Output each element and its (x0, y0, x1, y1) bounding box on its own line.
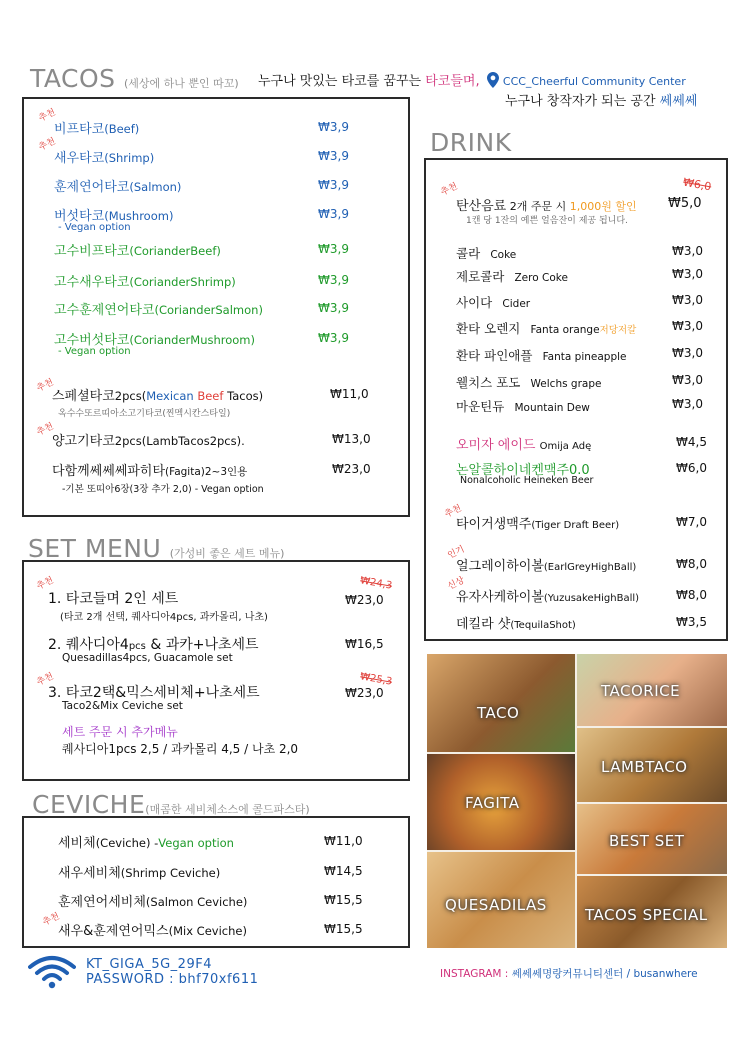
taco-item-price: ₩3,9 (318, 120, 349, 134)
ceviche-item (58, 920, 247, 939)
rec-badge: 추천 (35, 421, 56, 439)
photo-quesadilas-label: QUESADILAS (445, 896, 547, 914)
drink-title: DRINK (430, 128, 512, 157)
set-menu-subtitle: (가성비 좋은 세트 메뉴) (169, 547, 285, 560)
ceviche-item-en: (Shrimp Ceviche) (120, 866, 221, 880)
set2-sub: Quesadillas4pcs, Guacamole set (62, 652, 233, 664)
ceviche-vegan-option: Vegan option (158, 836, 234, 850)
soda-price: ₩5,0 (668, 196, 702, 211)
photo-special-label: TACOS SPECIAL (585, 906, 708, 924)
photo-tacorice (577, 654, 727, 726)
photo-bestset-label: BEST SET (609, 832, 685, 850)
popular-badge: 인기 (446, 544, 467, 562)
tacos-subtitle: (세상에 하나 뿐인 따꼬) (123, 77, 239, 90)
wifi-ssid: KT_GIGA_5G_29F4 (86, 957, 212, 972)
slogan-brand: 타코들며, (425, 74, 480, 89)
taco-item-price: ₩3,9 (318, 207, 349, 221)
ceviche-item-price: ₩11,0 (324, 834, 363, 848)
yuzu-row (456, 586, 639, 605)
tequila-price: ₩3,5 (676, 615, 707, 629)
drink-item-price: ₩3,0 (672, 267, 703, 281)
drink-item (456, 292, 530, 311)
taco-item-name: 버섯타코 (54, 209, 105, 224)
slogan-brand2: 쎄쎄쎄 (659, 94, 698, 109)
taco-item-en: (Shrimp) (104, 151, 155, 165)
heineken-name: 논알콜하이네켄맥주0.0 (456, 463, 590, 478)
drink-item-price: ₩3,0 (672, 346, 703, 360)
wifi-password: PASSWORD : bhf70xf611 (86, 972, 259, 987)
rec-badge: 추천 (35, 575, 56, 593)
ceviche-item-en: (Mix Ceviche) (168, 924, 247, 938)
soda-note: 1캔 당 1잔의 예쁜 얼음잔이 제공 됩니다. (466, 216, 628, 226)
taco-item-name: 고수새우타코 (54, 275, 130, 290)
ceviche-item-name: 새우세비체 (58, 866, 121, 881)
ceviche-item-en: (Ceviche) - (95, 836, 159, 850)
set1-old-price: ₩24,3 (359, 575, 393, 592)
taco-item-en: (Salmon) (129, 180, 182, 194)
taco-item (54, 271, 236, 290)
lamb-taco-name: 양고기타코 (52, 434, 115, 449)
drink-item-price: ₩3,0 (672, 319, 703, 333)
special-taco-en-a: Mexican (146, 389, 198, 403)
ceviche-item-price: ₩14,5 (324, 864, 363, 878)
taco-item (54, 299, 263, 318)
drink-item-name: 마운틴듀 (456, 399, 505, 414)
set-menu-title (28, 534, 284, 563)
ceviche-subtitle: (매콤한 세비체소스에 콜드파스타) (145, 803, 310, 816)
rec-badge: 추천 (37, 136, 58, 154)
taco-item-name: 비프타코 (54, 122, 105, 137)
fagita-en: (Fagita)2~3인용 (165, 466, 248, 478)
photo-fagita-label: FAGITA (465, 794, 520, 812)
ceviche-item (58, 891, 247, 910)
photo-collage (427, 654, 727, 948)
set2-name-c: & 과카+나초세트 (145, 637, 259, 653)
omija-price: ₩4,5 (676, 435, 707, 449)
ceviche-item-name: 세비체 (58, 836, 96, 851)
earl-name: 얼그레이하이볼 (456, 559, 544, 574)
tiger-price: ₩7,0 (676, 515, 707, 529)
special-taco-row (52, 385, 263, 404)
lamb-taco-row (52, 430, 245, 449)
drink-item-en: Welchs grape (530, 378, 602, 390)
photo-quesadilas (427, 852, 575, 948)
tiger-en: (Tiger Draft Beer) (531, 520, 620, 531)
special-taco-sub: 옥수수또르띠아소고기타코(찐멕시칸스타일) (58, 409, 231, 419)
earl-en: (EarlGreyHighBall) (543, 562, 637, 573)
drink-item-extra: 저당저칼 (599, 325, 637, 336)
taco-item-en: (CorianderBeef) (129, 244, 221, 258)
taco-item-name: 고수버섯타코 (54, 333, 130, 348)
omija-name: 오미자 에이드 (456, 438, 536, 453)
ceviche-item-price: ₩15,5 (324, 922, 363, 936)
photo-bestset (577, 804, 727, 874)
tequila-name: 데킬라 샷 (456, 617, 511, 632)
taco-item-note: - Vegan option (58, 222, 131, 233)
photo-lambtaco (577, 728, 727, 802)
rec-badge: 추천 (35, 377, 56, 395)
taco-item (54, 118, 139, 137)
location-pin-icon (487, 72, 499, 88)
drink-item-price: ₩3,0 (672, 293, 703, 307)
spacer (480, 243, 490, 262)
taco-item (54, 240, 221, 259)
taco-item-price: ₩3,9 (318, 301, 349, 315)
rec-badge: 추천 (35, 671, 56, 689)
taco-item-name: 고수훈제연어타코 (54, 303, 155, 318)
taco-item-name: 훈제연어타코 (54, 180, 130, 195)
drink-item-en: Coke (490, 249, 517, 261)
lamb-taco-price: ₩13,0 (332, 432, 371, 446)
taco-item-price: ₩3,9 (318, 331, 349, 345)
tacos-title-text: TACOS (30, 64, 116, 93)
fagita-name: 다함께쎄쎄쎄파히타 (52, 464, 166, 479)
yuzu-price: ₩8,0 (676, 588, 707, 602)
soda-name: 탄산음료 (456, 199, 507, 214)
taco-item (54, 176, 181, 195)
rec-badge: 추천 (439, 181, 460, 199)
drink-item-price: ₩3,0 (672, 373, 703, 387)
tiger-name: 타이거생맥주 (456, 517, 532, 532)
taco-item-en: (CorianderMushroom) (129, 333, 256, 347)
omija-en: Omija Adę (539, 441, 592, 452)
ceviche-title-text: CEVICHE (32, 790, 146, 819)
slogan-b: 누구나 창작자가 되는 공간 (505, 94, 660, 109)
taco-item-en: (Mushroom) (104, 209, 174, 223)
drink-item-name: 환타 파인애플 (456, 348, 533, 363)
earl-price: ₩8,0 (676, 557, 707, 571)
heineken-price: ₩6,0 (676, 461, 707, 475)
tequila-row (456, 613, 576, 632)
ceviche-item-name: 훈제연어세비체 (58, 895, 146, 910)
drink-item-name: 사이다 (456, 295, 493, 310)
wifi-icon (28, 955, 76, 989)
ceviche-item-price: ₩15,5 (324, 893, 363, 907)
taco-item-name: 고수비프타코 (54, 244, 130, 259)
photo-lambtaco-label: LAMBTACO (601, 758, 688, 776)
taco-item-price: ₩3,9 (318, 242, 349, 256)
spacer (532, 345, 542, 364)
drink-item-en: Cider (502, 298, 531, 310)
photo-special (577, 876, 727, 948)
photo-taco-label: TACO (477, 704, 520, 722)
spacer (504, 396, 514, 415)
tequila-en: (TequilaShot) (510, 620, 576, 631)
drink-item-name: 제로콜라 (456, 269, 505, 284)
drink-item (456, 318, 636, 337)
drink-item-name: 웰치스 포도 (456, 375, 521, 390)
set3-name: 3. 타코2택&믹스세비체+나초세트 (48, 685, 260, 701)
taco-item (54, 147, 154, 166)
soda-deal-b: 1,000원 할인 (569, 200, 637, 213)
soda-deal-a: 2개 주문 시 (506, 200, 570, 213)
set2-name-a: 2. 퀘사디아4 (48, 637, 129, 653)
drink-item-en: Fanta orange (530, 324, 600, 336)
set-extra-title: 세트 주문 시 추가메뉴 (62, 725, 178, 739)
fagita-sub: -기본 또띠아6장(3장 추가 2,0) - Vegan option (62, 484, 264, 495)
set1-price: ₩23,0 (345, 593, 384, 607)
set2-name (48, 634, 259, 654)
lamb-taco-en: 2pcs(LambTacos2pcs). (114, 434, 245, 448)
yuzu-name: 유자사케하이볼 (456, 590, 544, 605)
special-taco-en-c: Tacos) (223, 389, 264, 403)
drink-item-price: ₩3,0 (672, 397, 703, 411)
drink-item-price: ₩3,0 (672, 244, 703, 258)
drink-item-name: 환타 오렌지 (456, 321, 521, 336)
instagram (440, 966, 698, 981)
drink-item (456, 396, 590, 415)
drink-item-en: Mountain Dew (514, 402, 590, 414)
taco-item-price: ₩3,9 (318, 149, 349, 163)
set3-price: ₩23,0 (345, 686, 384, 700)
photo-taco (427, 654, 575, 752)
slogan-line-1 (258, 70, 686, 89)
set-menu-title-text: SET MENU (28, 534, 162, 563)
slogan-line-2 (505, 90, 697, 109)
earl-row (456, 555, 636, 574)
spacer (492, 292, 502, 311)
ceviche-item (58, 832, 234, 851)
instagram-label: INSTAGRAM : (440, 968, 512, 980)
slogan-a: 누구나 맛있는 타코를 꿈꾸는 (258, 74, 426, 89)
taco-item-price: ₩3,9 (318, 178, 349, 192)
special-taco-pcs: 2pcs( (114, 389, 147, 403)
fagita-row (52, 460, 247, 479)
special-taco-name: 스페셜타코 (52, 389, 115, 404)
rec-badge: 추천 (443, 503, 464, 521)
set1-sub: (타코 2개 선택, 퀘사디아4pcs, 과카몰리, 나초) (60, 612, 268, 623)
spacer (520, 318, 530, 337)
special-taco-price: ₩11,0 (330, 387, 369, 401)
ceviche-item (58, 862, 220, 881)
taco-item-price: ₩3,9 (318, 273, 349, 287)
taco-item-name: 새우타코 (54, 151, 105, 166)
taco-item-en: (CorianderShrimp) (129, 275, 236, 289)
set1-name: 1. 타코들며 2인 세트 (48, 591, 179, 607)
ceviche-item-name: 새우&훈제연어믹스 (58, 924, 169, 939)
set3-sub: Taco2&Mix Ceviche set (62, 700, 183, 712)
drink-item (456, 266, 568, 285)
drink-item-en: Fanta pineapple (542, 351, 627, 363)
photo-fagita (427, 754, 575, 850)
heineken-en: Nonalcoholic Heineken Beer (460, 475, 594, 486)
yuzu-en: (YuzusakeHighBall) (543, 593, 640, 604)
rec-badge: 추천 (41, 911, 62, 929)
drink-item (456, 345, 627, 364)
photo-tacorice-label: TACORICE (601, 682, 681, 700)
rec-badge: 추천 (37, 107, 58, 125)
soda-row (456, 195, 637, 214)
spacer (520, 372, 530, 391)
special-taco-en-b: Beef (197, 389, 224, 403)
drink-item-en: Zero Coke (514, 272, 568, 284)
drink-item (456, 243, 516, 262)
set-extra-items: 퀘사디아1pcs 2,5 / 과카몰리 4,5 / 나초 2,0 (62, 742, 299, 756)
fagita-price: ₩23,0 (332, 462, 371, 476)
taco-item-en: (CorianderSalmon) (154, 303, 263, 317)
tiger-row (456, 513, 619, 532)
taco-item-en: (Beef) (104, 122, 140, 136)
new-badge: 신상 (446, 575, 467, 593)
set2-name-b: pcs (128, 641, 146, 652)
drink-item-name: 콜라 (456, 246, 481, 261)
drink-item (456, 372, 601, 391)
tacos-title (30, 64, 239, 93)
omija-row (456, 434, 591, 453)
taco-item-note: - Vegan option (58, 346, 131, 357)
location-text: CCC_Cheerful Community Center (502, 75, 686, 88)
ceviche-title (32, 790, 310, 819)
set2-price: ₩16,5 (345, 637, 384, 651)
soda-old-price: ₩6,0 (682, 175, 713, 194)
set3-old-price: ₩25,3 (359, 671, 393, 688)
spacer (504, 266, 514, 285)
ceviche-item-en: (Salmon Ceviche) (145, 895, 248, 909)
instagram-value: 쎄쎄쎄명랑커뮤니티센터 / busanwhere (511, 968, 698, 980)
